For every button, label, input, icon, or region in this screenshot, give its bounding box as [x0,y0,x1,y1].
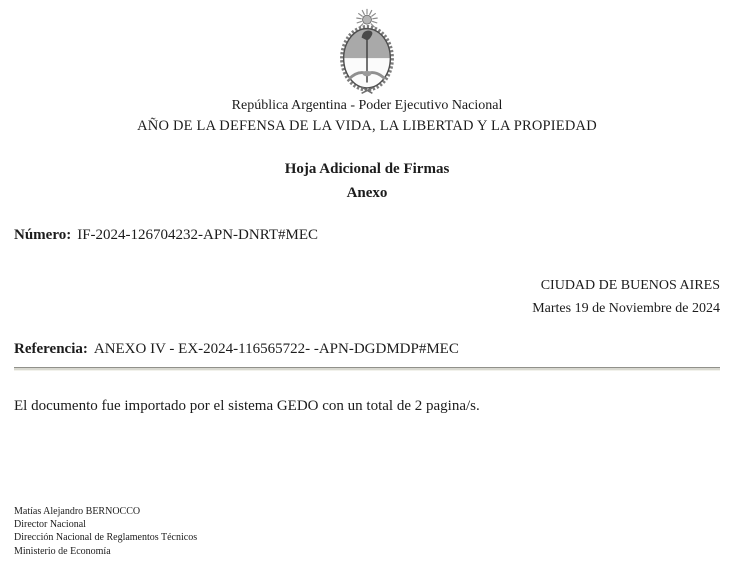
argentina-coat-of-arms-icon [331,8,403,96]
divider [14,367,720,371]
signature-block [14,505,197,558]
header-republic-line: República Argentina - Poder Ejecutivo Nacional [231,98,503,113]
signer-role: Director Nacional [14,519,86,531]
numero-value: IF-2024-126704232-APN-DNRT#MEC [77,227,318,243]
date-line: Martes 19 de Noviembre de 2024 [532,301,720,317]
signer-office: Dirección Nacional de Reglamentos Técnicos [14,532,198,544]
numero-label: Número: [14,227,72,243]
referencia-label: Referencia: [14,341,88,358]
import-note: El documento fue importado por el sistema GEDO con un total de 2 pagina/s. [14,398,480,415]
numero-row [14,227,720,244]
document-subtitle: Anexo [346,185,388,201]
place-date-block [14,274,720,320]
place-line: CIUDAD DE BUENOS AIRES [540,278,720,293]
header-year-motto: AÑO DE LA DEFENSA DE LA VIDA, LA LIBERTAD Y LA PROPIEDAD [137,118,597,134]
document-title: Hoja Adicional de Firmas [284,161,450,177]
referencia-value: ANEXO IV - EX-2024-116565722- -APN-DGDMDP#MEC [93,341,459,358]
signer-name: Matías Alejandro BERNOCCO [14,506,141,517]
referencia-row [14,341,720,358]
signer-ministry: Ministerio de Economía [14,545,111,557]
